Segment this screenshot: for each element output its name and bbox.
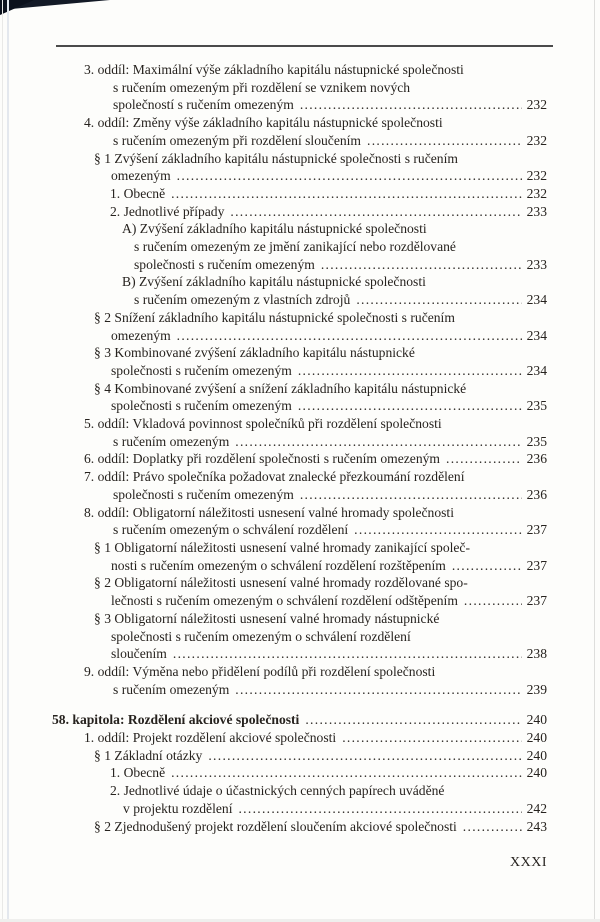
toc-entry-text: sloučením xyxy=(111,646,167,662)
toc-line xyxy=(0,574,547,592)
toc-line xyxy=(0,782,547,800)
toc-line xyxy=(0,729,547,747)
toc-entry-text: s ručením omezeným xyxy=(113,433,230,449)
toc-entry-text: s ručením omezeným xyxy=(113,681,230,697)
toc-line xyxy=(0,61,547,79)
toc-line xyxy=(0,800,547,818)
toc-entry-text: 1. Obecně xyxy=(110,185,166,201)
toc-entry-text: § 3 Kombinované zvýšení základního kapitálu nástupnické xyxy=(94,345,415,361)
toc-entry-text: společností s ručením omezeným xyxy=(113,97,294,113)
toc-page-number: 234 xyxy=(526,327,547,343)
toc-entry-text: lečnosti s ručením omezeným o schválení rozdělení odštěpením xyxy=(111,593,458,609)
dot-leader xyxy=(446,450,522,468)
toc-line xyxy=(0,380,547,398)
toc-line xyxy=(0,397,547,415)
toc-entry-text: společnosti s ručením omezeným o schválení rozdělení xyxy=(111,628,411,644)
toc-line xyxy=(0,610,547,628)
dot-leader xyxy=(177,167,522,185)
toc-page-number: 239 xyxy=(526,681,547,697)
toc-line xyxy=(0,273,547,291)
dot-leader xyxy=(298,397,522,415)
toc-page-number: 233 xyxy=(526,256,547,272)
toc-line xyxy=(0,96,547,114)
toc-line xyxy=(0,327,547,345)
dot-leader xyxy=(171,764,522,782)
dot-leader xyxy=(354,521,521,539)
toc-line xyxy=(0,415,547,433)
dot-leader xyxy=(173,645,522,663)
toc-entry-text: v projektu rozdělení xyxy=(123,800,233,816)
toc-line xyxy=(0,79,547,97)
dot-leader xyxy=(171,185,522,203)
toc-line xyxy=(0,539,547,557)
scan-shadow-corner-dark xyxy=(0,0,34,15)
toc-entry-text: § 1 Obligatorní náležitosti usnesení valné hromady zanikající společ- xyxy=(94,539,470,555)
dot-leader xyxy=(305,711,521,729)
toc-page-number: 234 xyxy=(526,292,547,308)
dot-leader xyxy=(342,729,521,747)
toc-entry-text: s ručením omezeným o schválení rozdělení xyxy=(113,522,349,538)
toc-line xyxy=(0,557,547,575)
toc-entry-text: s ručením omezeným při rozdělení sloučením xyxy=(113,132,362,148)
toc-line xyxy=(0,220,547,238)
toc-entry-text: s ručením omezeným při rozdělení se vznikem nových xyxy=(113,79,411,95)
toc-page-number: 243 xyxy=(526,818,547,834)
toc-entry-text: společnosti s ručením omezeným xyxy=(111,398,292,414)
toc-line xyxy=(0,521,547,539)
toc-page-number: 237 xyxy=(526,557,547,573)
toc-line xyxy=(0,238,547,256)
toc-page-number: 242 xyxy=(526,800,547,816)
toc-line xyxy=(0,114,547,132)
toc-line xyxy=(0,291,547,309)
toc-page-number: 235 xyxy=(526,433,547,449)
toc-entry-text: společnosti s ručením omezeným xyxy=(111,362,292,378)
toc-entry-text: společnosti s ručením omezeným xyxy=(113,486,294,502)
toc-line xyxy=(0,681,547,699)
toc-entry-text: 1. oddíl: Projekt rozdělení akciové společnosti xyxy=(84,730,337,746)
toc-entry-text: s ručením omezeným z vlastních zdrojů xyxy=(134,292,351,308)
toc-line xyxy=(0,504,547,522)
toc-line xyxy=(0,486,547,504)
toc-entry-text: 2. Jednotlivé údaje o účastnických cenných papírech uváděné xyxy=(110,783,445,799)
toc-line xyxy=(0,362,547,380)
toc-entry-text: 3. oddíl: Maximální výše základního kapitálu nástupnické společnosti xyxy=(84,62,464,77)
toc-page-number: 237 xyxy=(526,522,547,538)
toc-page-number: 235 xyxy=(526,398,547,414)
toc-line xyxy=(0,167,547,185)
toc-page-number: 236 xyxy=(526,486,547,502)
toc-line xyxy=(0,344,547,362)
toc-line xyxy=(0,256,547,274)
toc-entry-text: s ručením omezeným ze jmění zanikající nebo rozdělované xyxy=(134,239,456,255)
toc-line xyxy=(0,468,547,486)
toc-entry-text: 1. Obecně xyxy=(110,765,166,781)
toc-entry-text: 8. oddíl: Obligatorní náležitosti usnesení valné hromady společnosti xyxy=(84,504,454,520)
toc-line xyxy=(0,185,547,203)
dot-leader xyxy=(235,681,521,699)
toc-line xyxy=(0,150,547,168)
toc-page-number: 232 xyxy=(526,97,547,113)
toc-entry-text: 6. oddíl: Doplatky při rozdělení společnosti s ručením omezeným xyxy=(84,451,440,467)
toc-entry-text: omezeným xyxy=(111,327,171,343)
toc-page-number: 240 xyxy=(526,712,547,728)
toc-line xyxy=(0,592,547,610)
toc-page-number: 232 xyxy=(526,132,547,148)
toc-line xyxy=(0,764,547,782)
toc-entry-text: společnosti s ručením omezeným xyxy=(134,256,315,272)
toc-page-number: 240 xyxy=(526,747,547,763)
dot-leader xyxy=(177,327,522,345)
dot-leader xyxy=(208,747,521,765)
dot-leader xyxy=(238,800,521,818)
toc-page-number: 233 xyxy=(526,203,547,219)
toc-entry-text: § 2 Zjednodušený projekt rozdělení sloučením akciové společnosti xyxy=(94,818,457,834)
toc-line xyxy=(0,450,547,468)
header-rule xyxy=(56,45,553,47)
dot-leader xyxy=(356,291,521,309)
toc-line xyxy=(0,628,547,646)
toc-entry-text: § 2 Snížení základního kapitálu nástupnické společnosti s ručením xyxy=(94,309,455,325)
toc-line xyxy=(0,203,547,221)
toc-line xyxy=(0,663,547,681)
toc-page-number: 236 xyxy=(526,451,547,467)
toc-entry-text: § 2 Obligatorní náležitosti usnesení valné hromady rozdělované spo- xyxy=(94,575,468,591)
dot-leader xyxy=(298,362,522,380)
toc-entry-text: 4. oddíl: Změny výše základního kapitálu nástupnické společnosti xyxy=(84,115,443,131)
toc-entry-text: 2. Jednotlivé případy xyxy=(110,203,225,219)
dot-leader xyxy=(321,256,522,274)
toc-entry-text: nosti s ručením omezeným o schválení rozdělení rozštěpením xyxy=(111,557,446,573)
toc-line xyxy=(0,747,547,765)
toc-line xyxy=(0,132,547,150)
toc-line xyxy=(0,433,547,451)
dot-leader xyxy=(464,592,522,610)
toc-line xyxy=(0,818,547,836)
toc-entry-text: 58. kapitola: Rozdělení akciové společnosti xyxy=(52,712,300,728)
toc-entry-text: A) Zvýšení základního kapitálu nástupnické společnosti xyxy=(122,221,427,237)
toc-line xyxy=(0,309,547,327)
dot-leader xyxy=(300,96,522,114)
table-of-contents xyxy=(0,61,547,835)
dot-leader xyxy=(300,486,522,504)
toc-line xyxy=(0,645,547,663)
toc-page-number: 234 xyxy=(526,362,547,378)
toc-page-number: 232 xyxy=(526,168,547,184)
toc-entry-text: omezeným xyxy=(111,168,171,184)
toc-entry-text: § 4 Kombinované zvýšení a snížení základního kapitálu nástupnické xyxy=(94,380,467,396)
toc-entry-text: 7. oddíl: Právo společníka požadovat znalecké přezkoumání rozdělení xyxy=(84,469,465,485)
toc-entry-text: 9. oddíl: Výměna nebo přidělení podílů při rozdělení společnosti xyxy=(84,663,436,679)
toc-entry-text: § 1 Základní otázky xyxy=(94,747,203,763)
dot-leader xyxy=(452,557,522,575)
toc-line xyxy=(0,711,547,729)
toc-page-number: 232 xyxy=(526,185,547,201)
toc-entry-text: 5. oddíl: Vkladová povinnost společníků při rozdělení společnosti xyxy=(84,416,442,432)
dot-leader xyxy=(235,433,521,451)
scan-edge-right xyxy=(594,0,595,922)
toc-entry-text: B) Zvýšení základního kapitálu nástupnické společnosti xyxy=(122,274,426,290)
page-number: XXXI xyxy=(510,855,547,870)
dot-leader xyxy=(463,818,522,836)
toc-page-number: 238 xyxy=(526,646,547,662)
dot-leader xyxy=(230,203,521,221)
toc-page-number: 240 xyxy=(526,765,547,781)
toc-page-number: 240 xyxy=(526,730,547,746)
toc-entry-text: § 1 Zvýšení základního kapitálu nástupnické společnosti s ručením xyxy=(94,150,458,166)
dot-leader xyxy=(367,132,522,150)
toc-page-number: 237 xyxy=(526,593,547,609)
toc-entry-text: § 3 Obligatorní náležitosti usnesení valné hromady nástupnické xyxy=(94,610,440,626)
